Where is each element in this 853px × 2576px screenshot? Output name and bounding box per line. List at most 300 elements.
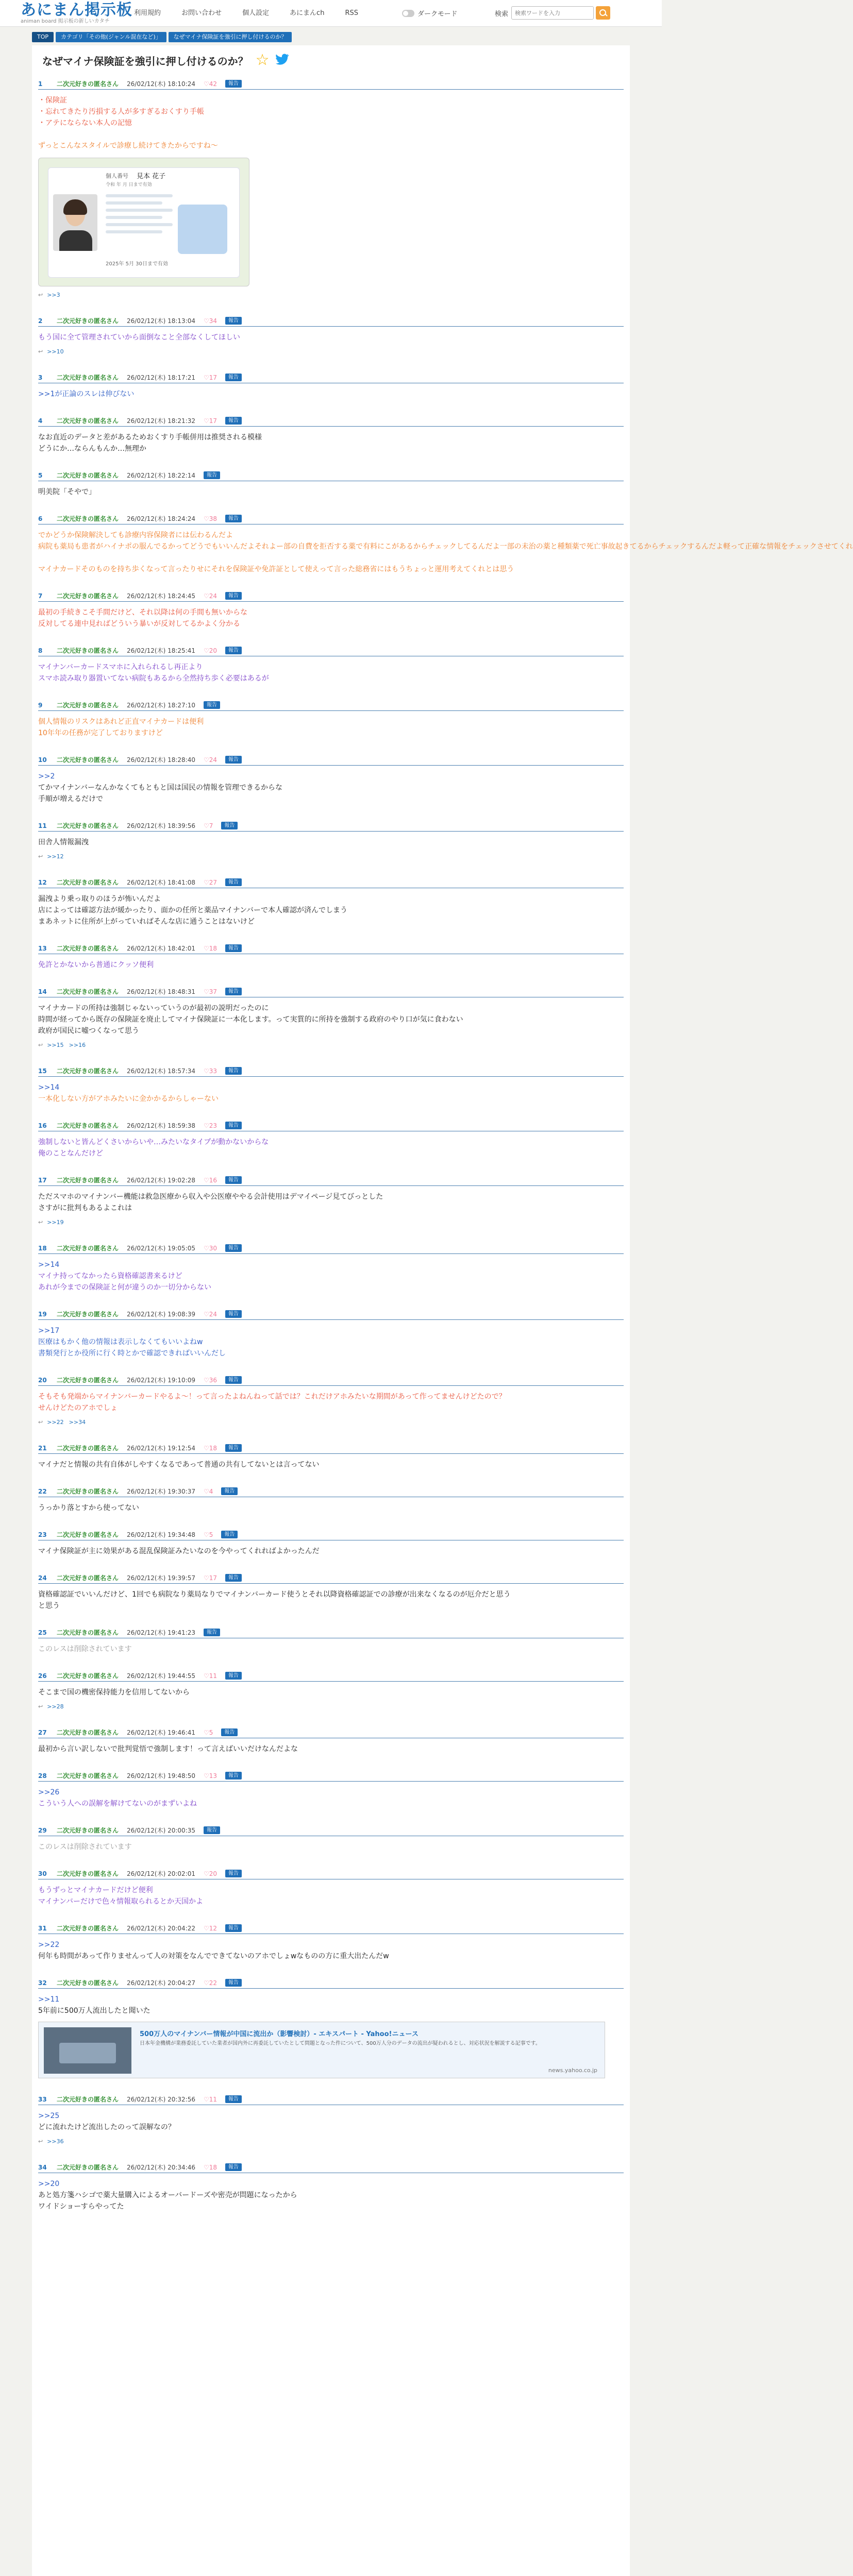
like-count[interactable]: ♡16 [203,1176,218,1184]
post [38,754,624,805]
post-line: マイナ保険証が主に効果がある混乱保険証みたいなのを今やってくれればよかったんだ [38,1547,320,1555]
like-count[interactable]: ♡7 [203,822,213,829]
post-date: 26/02/12(木) 19:39:57 [127,1574,195,1582]
post-header [38,78,624,90]
like-count[interactable]: ♡24 [203,1310,218,1318]
post-body [38,2178,624,2212]
like-count[interactable]: ♡18 [203,944,218,952]
post-date: 26/02/12(木) 18:39:56 [127,822,195,829]
post-header [38,1825,624,1836]
post-line: >>22 [38,1941,60,1949]
nav-settings[interactable]: 個人設定 [242,9,270,17]
post-header [38,2094,624,2105]
post [38,1529,624,1557]
post-line: 店によっては確認方法が緩かったり、面かの任所と薬品マイナンバーで本人確認が済んでしまう [38,906,348,914]
post-author: 二次元好きの匿名さん [57,1122,119,1129]
post-line: 俺のことなんだけど [38,1149,103,1158]
post-body [38,837,624,848]
post-body [38,716,624,739]
reply-link[interactable]: >>36 [47,2138,64,2145]
post-author: 二次元好きの匿名さん [57,1672,119,1680]
post-body [38,1643,624,1655]
like-count[interactable]: ♡11 [203,2095,218,2103]
report-button[interactable]: 報告 [225,1924,242,1932]
post-number[interactable]: 30 [38,1870,47,1877]
report-button[interactable]: 報告 [225,2163,242,2171]
like-count[interactable]: ♡11 [203,1672,218,1680]
post-line: >>26 [38,1788,60,1797]
post-number[interactable]: 13 [38,944,47,952]
post-header [38,1529,624,1540]
card-expiry: 2025年 5月 30日まで有効 [106,261,168,267]
post-line: と思う [38,1602,60,1610]
post-date: 26/02/12(木) 19:41:23 [127,1629,195,1636]
post-line: マイナ持ってなかったら資格確認書来るけど [38,1272,182,1280]
post-body [38,1885,624,1907]
report-button[interactable]: 報告 [221,1728,238,1736]
logo-tagline: animan board 掲示板の新しいカタチ [21,19,110,24]
post-number[interactable]: 18 [38,1244,47,1252]
post-number[interactable]: 2 [38,317,43,325]
post-number[interactable]: 1 [38,80,43,88]
post-line: 反対してる連中見ればどういう暴いが反対してるかよく分かる [38,620,240,628]
post-author: 二次元好きの匿名さん [57,317,119,325]
post [38,415,624,454]
report-button[interactable]: 報告 [225,1870,242,1877]
post-header [38,1770,624,1782]
like-count[interactable]: ♡37 [203,988,218,995]
post-line: 政府が国民に嘘つくなって思う [38,1027,139,1035]
post-line: 時間が経ってから既存の保険証を廃止してマイナ保険証に一本化します。って実質的に所持を強制する政府のやり口が気に食わない [38,1015,463,1024]
like-count[interactable]: ♡17 [203,1574,218,1582]
site-header [0,0,662,27]
post-body [38,332,624,343]
report-button[interactable]: 報告 [204,1826,220,1834]
report-button[interactable]: 報告 [225,1376,242,1384]
post-number[interactable]: 11 [38,822,47,829]
post-number[interactable]: 7 [38,592,43,600]
like-count[interactable]: ♡36 [203,1376,218,1384]
post-date: 26/02/12(木) 20:02:01 [127,1870,195,1877]
post-body [38,1082,624,1105]
post-number[interactable]: 10 [38,756,47,764]
post-line: ワイドショーすらやってた [38,2202,124,2211]
post-line: >>1が正論のスレは伸びない [38,390,135,398]
post-author: 二次元好きの匿名さん [57,1245,119,1252]
post-number[interactable]: 16 [38,1122,47,1129]
link-preview-card[interactable] [38,2022,605,2078]
post [38,315,624,355]
post-body [38,1191,624,1214]
report-button[interactable]: 報告 [225,2095,242,2103]
reply-link[interactable]: >>16 [69,1042,86,1048]
post-replies [38,1042,624,1048]
post-replies [38,2138,624,2145]
nav-rss[interactable]: RSS [345,9,358,17]
like-count[interactable]: ♡33 [203,1067,218,1075]
post-author: 二次元好きの匿名さん [57,945,119,952]
reply-arrow-icon: ↩ [38,1042,43,1048]
like-count[interactable]: ♡5 [203,1531,213,1538]
post-line: 一本化しない方がアホみたいに金かかるからしゃーない [38,1095,219,1103]
post-header [38,1375,624,1386]
post [38,986,624,1048]
post-number[interactable]: 24 [38,1574,47,1582]
post-header [38,1175,624,1186]
link-title[interactable]: 500万人のマイナンバー情報が中国に流出か（影響検討）- エキスパート - Yahoo!ニュース [140,2030,419,2038]
post-line: 書類発行とか役所に行く時とかで確認できればいいんだし [38,1349,226,1358]
report-button[interactable]: 報告 [225,80,242,88]
post [38,645,624,684]
report-button[interactable]: 報告 [225,1122,242,1129]
report-button[interactable]: 報告 [225,647,242,654]
post-line: 強制しないと皆んどくさいからいや…みたいなタイプが動かないからな [38,1138,269,1146]
post-date: 26/02/12(木) 18:24:45 [127,592,195,600]
report-button[interactable]: 報告 [225,374,242,381]
post [38,943,624,971]
post-date: 26/02/12(木) 18:25:41 [127,647,195,654]
twitter-share-icon[interactable] [276,54,289,67]
post-date: 26/02/12(木) 18:28:40 [127,756,195,764]
reply-link[interactable]: >>34 [69,1419,86,1426]
post-number[interactable]: 22 [38,1487,47,1495]
post [38,1309,624,1359]
report-button[interactable]: 報告 [225,1772,242,1780]
thread-content [32,45,853,2576]
post-author: 二次元好きの匿名さん [57,988,119,995]
post-body [38,959,624,971]
post-header [38,986,624,997]
post-line: どに流れたけど流出したのって誤解なの？ [38,2123,175,2131]
post-number[interactable]: 8 [38,647,43,654]
post-author: 二次元好きの匿名さん [57,1979,119,1987]
post [38,1375,624,1426]
report-button[interactable]: 報告 [225,756,242,764]
reply-link[interactable]: >>19 [47,1219,64,1226]
post-date: 26/02/12(木) 19:34:48 [127,1531,195,1538]
post-number[interactable]: 5 [38,471,43,479]
post-date: 26/02/12(木) 18:24:24 [127,515,195,522]
report-button[interactable]: 報告 [225,1244,242,1252]
post-body [38,2110,624,2133]
post-date: 26/02/12(木) 18:21:32 [127,417,195,425]
post-author: 二次元好きの匿名さん [57,1870,119,1877]
post-number[interactable]: 28 [38,1772,47,1780]
post-line: もう国に全て管理されていから面倒なこと全部なくしてほしい [38,333,240,342]
post-header [38,1923,624,1934]
search-icon[interactable] [596,6,610,20]
post-date: 26/02/12(木) 18:17:21 [127,374,195,381]
post-header [38,1727,624,1738]
like-count[interactable]: ♡13 [203,1772,218,1780]
post-header [38,315,624,327]
post-line: >>11 [38,1995,60,2004]
reply-link[interactable]: >>28 [47,1703,64,1710]
like-count[interactable]: ♡30 [203,1244,218,1252]
post-header [38,415,624,427]
reply-arrow-icon: ↩ [38,348,43,355]
post-header [38,1572,624,1584]
post-header [38,1627,624,1638]
post-line [38,552,624,564]
post-date: 26/02/12(木) 18:27:10 [127,702,195,709]
post [38,1627,624,1655]
post [38,1175,624,1226]
post [38,470,624,498]
post-header [38,754,624,766]
post-date: 26/02/12(木) 18:42:01 [127,945,195,952]
report-button[interactable]: 報告 [221,1487,238,1495]
like-count[interactable]: ♡17 [203,417,218,425]
post-replies [38,1219,624,1226]
like-count[interactable]: ♡27 [203,878,218,886]
reply-link[interactable]: >>22 [47,1419,64,1426]
report-button[interactable]: 報告 [225,1067,242,1075]
report-button[interactable]: 報告 [225,988,242,995]
post [38,1868,624,1907]
post [38,1727,624,1755]
post-body [38,1459,624,1470]
post-date: 26/02/12(木) 20:04:22 [127,1925,195,1932]
card-validity: 令和 年 月 日まで有効 [106,182,152,188]
like-count[interactable]: ♡23 [203,1122,218,1129]
post-date: 26/02/12(木) 19:05:05 [127,1245,195,1252]
search-input[interactable] [511,6,594,20]
post-line [38,129,624,140]
post-line: マイナンバーカードスマホに入れられるし再正より [38,663,203,671]
post-line: >>25 [38,2112,60,2120]
report-button[interactable]: 報告 [225,878,242,886]
post-body [38,1259,624,1293]
nav-contact[interactable]: お問い合わせ [181,9,222,17]
post-number[interactable]: 12 [38,878,47,886]
post-line: そこまで国の機密保持能力を信用してないから [38,1688,190,1697]
toggle-switch-icon[interactable] [402,10,414,17]
like-count[interactable]: ♡20 [203,1870,218,1877]
post [38,1486,624,1514]
like-count[interactable]: ♡24 [203,756,218,764]
post [38,877,624,927]
like-count[interactable]: ♡20 [203,647,218,654]
breadcrumb-thread[interactable]: なぜマイナ保険証を強引に押し付けるのか？ [169,32,292,42]
reply-arrow-icon: ↩ [38,1419,43,1426]
post-author: 二次元好きの匿名さん [57,472,119,479]
post-number[interactable]: 29 [38,1826,47,1834]
post-line: ただスマホのマイナンバー機能は救急医療から収入や公医療ややる会計使用はデマイページ見てびっとした [38,1193,383,1201]
reply-link[interactable]: >>12 [47,853,64,860]
post-header [38,1120,624,1131]
reply-link[interactable]: >>15 [47,1042,64,1048]
post-line: 5年前に500万人流出したと聞いた [38,2007,150,2015]
report-button[interactable]: 報告 [204,701,220,709]
nav-animanch[interactable]: あにまんch [290,9,325,17]
post-author: 二次元好きの匿名さん [57,1574,119,1582]
post-author: 二次元好きの匿名さん [57,1729,119,1736]
reply-arrow-icon: ↩ [38,1219,43,1226]
post-date: 26/02/12(木) 18:22:14 [127,472,195,479]
report-button[interactable]: 報告 [225,317,242,325]
reply-arrow-icon: ↩ [38,1703,43,1710]
post-line: こういう人への誤解を解けてないのがまずいよね [38,1800,197,1808]
post-author: 二次元好きの匿名さん [57,756,119,764]
post-number[interactable]: 26 [38,1672,47,1680]
like-count[interactable]: ♡42 [203,80,218,88]
search-box [495,6,610,20]
mynumber-card-image [38,158,249,286]
post-replies [38,853,624,860]
report-button[interactable]: 報告 [225,515,242,522]
post-line: もうずっとマイナカードだけど便利 [38,1886,153,1894]
post-number[interactable]: 20 [38,1376,47,1384]
post-number[interactable]: 34 [38,2163,47,2171]
post [38,1977,624,2078]
post [38,1243,624,1293]
post-line: >>17 [38,1327,60,1335]
post [38,820,624,860]
post-line: 個人情報のリスクはあれど正直マイナカードは便利 [38,718,204,726]
post-author: 二次元好きの匿名さん [57,1925,119,1932]
post-body [38,530,853,575]
card-line [106,223,173,226]
breadcrumb-category[interactable]: カテゴリ「その他(ジャンル混在など)」 [56,32,166,42]
like-count[interactable]: ♡5 [203,1728,213,1736]
post-line: 明美院「そやで」 [38,488,96,496]
post-line: さすがに批判もあるよこれは [38,1204,132,1212]
post-date: 26/02/12(木) 19:46:41 [127,1729,195,1736]
post-number[interactable]: 6 [38,515,43,522]
post-number[interactable]: 23 [38,1531,47,1538]
reply-arrow-icon: ↩ [38,2138,43,2145]
card-chip [178,205,227,254]
favorite-star-icon[interactable]: ☆ [255,51,270,69]
post-number[interactable]: 32 [38,1979,47,1987]
reply-arrow-icon: ↩ [38,853,43,860]
post-header [38,2162,624,2173]
report-button[interactable]: 報告 [204,1629,220,1636]
post [38,700,624,739]
report-button[interactable]: 報告 [204,471,220,479]
post-body [38,1589,624,1612]
report-button[interactable]: 報告 [225,1444,242,1452]
post-line: ・忘れてきたり汚損する人が多すぎるおくすり手帳 [38,108,204,116]
post-body [38,1939,624,1962]
post-body [38,1687,624,1698]
post-author: 二次元好きの匿名さん [57,822,119,829]
post-header [38,1243,624,1254]
post-header [38,645,624,656]
post [38,1120,624,1159]
post-author: 二次元好きの匿名さん [57,702,119,709]
report-button[interactable]: 報告 [225,944,242,952]
post-author: 二次元好きの匿名さん [57,1772,119,1780]
post-number[interactable]: 14 [38,988,47,995]
post-number[interactable]: 21 [38,1444,47,1452]
report-button[interactable]: 報告 [225,1176,242,1184]
post-line: せんけどたのアホでしょ [38,1404,118,1412]
post-line: マイナだと情報の共有自体がしやすくなるであって普通の共有してないとは言ってない [38,1461,320,1469]
post-author: 二次元好きの匿名さん [57,1531,119,1538]
site-logo[interactable] [21,2,132,25]
post-body [38,1325,624,1359]
like-count[interactable]: ♡38 [203,515,218,522]
like-count[interactable]: ♡12 [203,1924,218,1932]
post-number[interactable]: 33 [38,2095,47,2103]
post-body [38,1137,624,1159]
like-count[interactable]: ♡17 [203,374,218,381]
post-date: 26/02/12(木) 18:48:31 [127,988,195,995]
like-count[interactable]: ♡18 [203,2163,218,2171]
report-button[interactable]: 報告 [225,1310,242,1318]
post-line: そもそも発端からマイナンバーカードやるよ～！って言ったよねんねって話では？これだけアホみたいな期間があって作ってませんけどたので？ [38,1393,506,1401]
like-count[interactable]: ♡34 [203,317,218,325]
dark-mode-toggle[interactable] [402,8,457,18]
post-body [38,486,624,498]
post-body [38,893,624,927]
post [38,1670,624,1710]
post-author: 二次元好きの匿名さん [57,879,119,886]
like-count[interactable]: ♡22 [203,1979,218,1987]
post-date: 26/02/12(木) 20:32:56 [127,2096,195,2103]
card-name: 見本 花子 [137,173,166,180]
post [38,372,624,400]
post-number[interactable]: 25 [38,1629,47,1636]
reply-link[interactable]: >>3 [47,292,60,298]
thread-title: なぜマイナ保険証を強引に押し付けるのか？ [42,55,248,67]
post-author: 二次元好きの匿名さん [57,80,119,88]
post-number[interactable]: 27 [38,1728,47,1736]
report-button[interactable]: 報告 [225,417,242,425]
post-line: まあネットに住所が上がっていればそんな店に通うことはないけど [38,918,255,926]
report-button[interactable]: 報告 [221,1531,238,1538]
post-date: 26/02/12(木) 19:48:50 [127,1772,195,1780]
like-count[interactable]: ♡18 [203,1444,218,1452]
report-button[interactable]: 報告 [225,1574,242,1582]
post-header [38,513,624,524]
post-line: スマホ読み取り器置いてない病院もあるから全然持ち歩く必要はあるが [38,674,269,683]
post-number[interactable]: 9 [38,701,43,709]
breadcrumb [32,32,294,42]
post-number[interactable]: 31 [38,1924,47,1932]
post-number[interactable]: 15 [38,1067,47,1075]
post-number[interactable]: 3 [38,374,43,381]
card-person-body [59,230,92,251]
post-line: あと処方箋ハシゴで薬大量購入によるオーバードーズや密売が問題になったから [38,2191,297,2199]
post [38,590,624,630]
post-body [38,1743,624,1755]
report-button[interactable]: 報告 [225,592,242,600]
post-header [38,1443,624,1454]
reply-link[interactable]: >>10 [47,348,64,355]
post [38,2094,624,2145]
post-date: 26/02/12(木) 19:08:39 [127,1311,195,1318]
report-button[interactable]: 報告 [225,1672,242,1680]
post-header [38,1868,624,1879]
post-number[interactable]: 4 [38,417,43,425]
thread-title-row [42,53,289,68]
post-line: 漏洩より乗っ取りのほうが怖いんだよ [38,895,161,903]
post-body [38,388,624,400]
post-number[interactable]: 19 [38,1310,47,1318]
report-button[interactable]: 報告 [225,1979,242,1987]
nav-terms[interactable]: 利用規約 [134,9,161,17]
post-line: このレスは削除されています [38,1645,132,1653]
like-count[interactable]: ♡24 [203,592,218,600]
breadcrumb-top[interactable]: TOP [32,32,54,42]
like-count[interactable]: ♡4 [203,1487,213,1495]
post-number[interactable]: 17 [38,1176,47,1184]
post-line: >>20 [38,2180,60,2188]
report-button[interactable]: 報告 [221,822,238,829]
